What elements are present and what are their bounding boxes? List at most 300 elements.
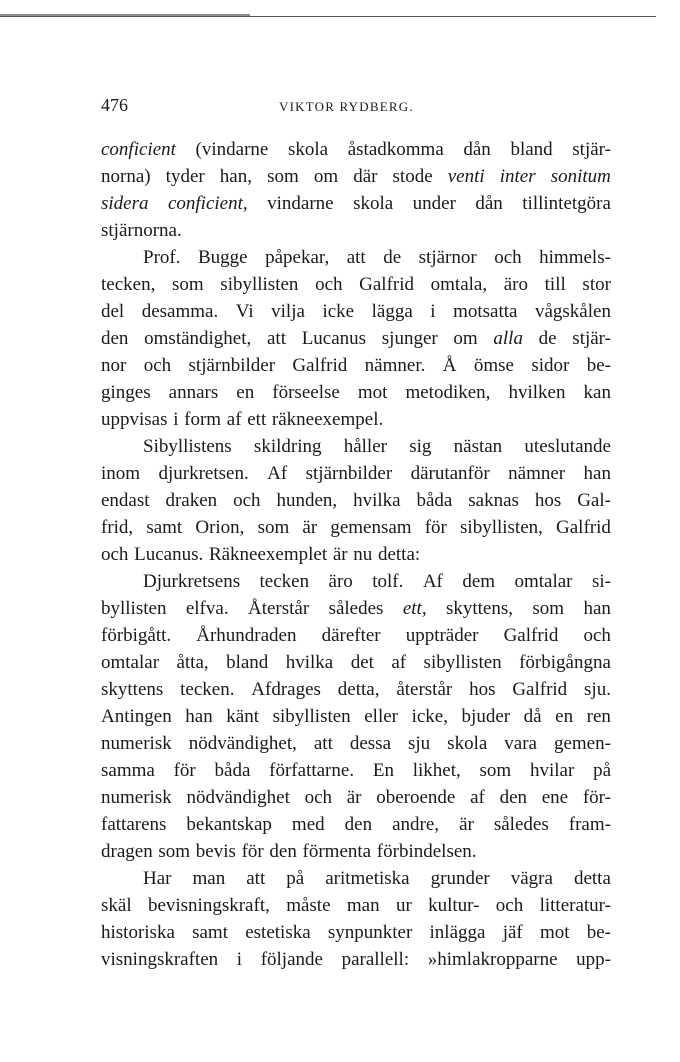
- word: uteslutande: [524, 436, 611, 457]
- word: således: [493, 814, 549, 835]
- word: nämner.: [364, 355, 426, 376]
- word: de: [538, 328, 557, 349]
- italic-word: sonitum: [550, 166, 611, 187]
- word: med: [291, 814, 325, 835]
- word: ren: [586, 706, 611, 727]
- word: saknas: [468, 490, 519, 511]
- word: nor: [101, 355, 127, 376]
- text-line: [101, 919, 611, 946]
- word: den: [269, 841, 297, 862]
- word: som: [257, 517, 290, 538]
- word: metodiken,: [405, 382, 491, 403]
- line-words: [143, 433, 611, 460]
- word: man: [346, 895, 380, 916]
- word: förbigått.: [101, 625, 172, 646]
- line-words: [101, 784, 611, 811]
- word: be-: [586, 355, 611, 376]
- word: inom: [101, 463, 141, 484]
- line-words: [101, 136, 611, 163]
- word: sig: [409, 436, 432, 457]
- word: skola: [287, 139, 329, 160]
- word: historiska: [101, 922, 175, 943]
- word: och: [495, 895, 524, 916]
- word: i: [173, 409, 179, 430]
- word: och: [494, 247, 522, 268]
- text-line: [101, 136, 611, 163]
- word: vindarne: [267, 193, 334, 214]
- word: Galfrid: [359, 274, 415, 295]
- word: stode: [392, 166, 433, 187]
- page-number: 476: [101, 95, 128, 115]
- word: dån: [463, 139, 491, 160]
- word: oberoende: [376, 787, 456, 808]
- word: Af: [422, 571, 443, 592]
- word: tyder: [165, 166, 205, 187]
- word: gemen-: [553, 733, 611, 754]
- word: och: [143, 355, 172, 376]
- word: Vi: [235, 301, 254, 322]
- word: nästan: [453, 436, 503, 457]
- word: Galfrid: [512, 679, 568, 700]
- word: den: [499, 787, 528, 808]
- text-line: [101, 352, 611, 379]
- line-words: [101, 892, 611, 919]
- word: annars: [168, 382, 219, 403]
- word: en: [555, 706, 574, 727]
- word: författarne.: [269, 760, 355, 781]
- word: Galfrid: [556, 517, 611, 538]
- word: af: [226, 409, 242, 430]
- word: himmels-: [539, 247, 611, 268]
- word: Galfrid: [503, 625, 559, 646]
- word: norna): [101, 166, 151, 187]
- word: förseelse: [272, 382, 340, 403]
- word: åstadkomma: [347, 139, 444, 160]
- line-words: [101, 838, 611, 865]
- word: synpunkter: [327, 922, 413, 943]
- word: därutanför: [410, 463, 490, 484]
- word: ett: [247, 409, 267, 430]
- word: skola: [447, 733, 488, 754]
- word: Bugge: [197, 247, 248, 268]
- word: han: [583, 463, 611, 484]
- word: tecken,: [101, 274, 156, 295]
- word: stjärnor: [418, 247, 477, 268]
- word: hos: [534, 490, 562, 511]
- word: då: [523, 706, 542, 727]
- word: byllisten: [101, 598, 167, 619]
- word: andre,: [392, 814, 440, 835]
- word: detta,: [337, 679, 380, 700]
- word: frid,: [101, 517, 134, 538]
- word: Af: [267, 463, 288, 484]
- word: båda: [214, 760, 251, 781]
- word: räkneexempel.: [271, 409, 384, 430]
- word: Antingen: [101, 706, 172, 727]
- word: håller: [343, 436, 387, 457]
- text-line: [101, 838, 611, 865]
- word: ginges: [101, 382, 151, 403]
- word: Lucanus: [301, 328, 367, 349]
- word: eller: [364, 706, 399, 727]
- word: Gal-: [577, 490, 611, 511]
- line-words: [101, 379, 611, 406]
- word: sibyllisten: [220, 274, 299, 295]
- word: Sibyllistens: [143, 436, 232, 457]
- word: bland: [226, 652, 269, 673]
- text-line: [101, 649, 611, 676]
- word: återstår: [396, 679, 453, 700]
- word: åtta,: [176, 652, 209, 673]
- page-header: [101, 95, 611, 117]
- word: af: [470, 787, 485, 808]
- word: om: [453, 328, 478, 349]
- word: på: [593, 760, 611, 781]
- word: som: [267, 166, 299, 187]
- word: omtala,: [430, 274, 488, 295]
- word: uppträder: [405, 625, 479, 646]
- text-line: [101, 703, 611, 730]
- word: måste: [286, 895, 331, 916]
- word: bevisningskraft,: [147, 895, 270, 916]
- word: hvilka: [285, 652, 334, 673]
- word: den: [101, 328, 129, 349]
- word: och: [233, 490, 261, 511]
- line-words: [101, 190, 611, 217]
- word: skildring: [253, 436, 322, 457]
- word: bjuder: [461, 706, 511, 727]
- word: där: [353, 166, 378, 187]
- word: (vindarne: [195, 139, 269, 160]
- word: nödvändighet,: [188, 733, 297, 754]
- word: grunder: [430, 868, 490, 889]
- word: för-: [582, 787, 611, 808]
- word: att: [246, 868, 266, 889]
- word: stjärnbilder: [305, 463, 393, 484]
- text-line: [101, 298, 611, 325]
- line-words: [101, 730, 611, 757]
- text-line: [101, 406, 611, 433]
- word: vara: [504, 733, 537, 754]
- word: af: [391, 652, 407, 673]
- word: omtalar: [101, 652, 160, 673]
- word: nödvändighet: [186, 787, 290, 808]
- word: känt: [226, 706, 259, 727]
- text-line: [101, 460, 611, 487]
- word: omtalar: [514, 571, 573, 592]
- word: skäl: [101, 895, 132, 916]
- italic-word: alla: [493, 328, 523, 349]
- word: upp-: [576, 949, 611, 970]
- word: Djurkretsens: [143, 571, 241, 592]
- line-words: [101, 298, 611, 325]
- word: bland: [510, 139, 553, 160]
- italic-word: conficient: [101, 139, 176, 160]
- word: för: [424, 517, 447, 538]
- word: icke,: [411, 706, 448, 727]
- word: omständighet,: [144, 328, 252, 349]
- italic-word: sidera: [101, 193, 149, 214]
- word: som: [171, 274, 204, 295]
- word: sibyllisten: [423, 652, 502, 673]
- italic-word: conficient,: [167, 193, 248, 214]
- word: samma: [101, 760, 155, 781]
- word: vilja: [271, 301, 305, 322]
- text-line: [101, 730, 611, 757]
- text-line: [101, 757, 611, 784]
- word: visningskraften: [101, 949, 219, 970]
- word: hvilka: [353, 490, 401, 511]
- word: äro: [328, 571, 353, 592]
- word: Lucanus.: [134, 544, 204, 565]
- word: Prof.: [143, 247, 181, 268]
- word: förmenta: [302, 841, 372, 862]
- word: hvilken: [508, 382, 566, 403]
- line-words: [101, 676, 611, 703]
- word: bevis: [195, 841, 236, 862]
- word: ene: [541, 787, 569, 808]
- word: således: [328, 598, 384, 619]
- word: tecken: [259, 571, 310, 592]
- word: detta: [573, 868, 611, 889]
- word: dragen: [101, 841, 153, 862]
- word: dån: [475, 193, 503, 214]
- word: litteratur-: [539, 895, 611, 916]
- word: si-: [591, 571, 611, 592]
- word: detta:: [377, 544, 421, 565]
- word: draken: [165, 490, 218, 511]
- word: be-: [586, 922, 611, 943]
- text-line: [101, 244, 611, 271]
- body-text: [101, 136, 611, 973]
- word: skola: [353, 193, 394, 214]
- word: gemensam: [330, 517, 412, 538]
- text-line: [101, 784, 611, 811]
- line-words: [101, 406, 611, 433]
- word: man: [192, 868, 226, 889]
- word: sidor: [531, 355, 570, 376]
- top-rule: [0, 16, 656, 17]
- word: att: [266, 328, 286, 349]
- word: tecken.: [180, 679, 235, 700]
- word: numerisk: [101, 733, 172, 754]
- word: som: [479, 760, 512, 781]
- word: för: [241, 841, 264, 862]
- text-line: [101, 892, 611, 919]
- word: som: [532, 598, 565, 619]
- line-words: [101, 217, 611, 244]
- text-line: [101, 325, 611, 352]
- word: En: [372, 760, 394, 781]
- text-line: [101, 811, 611, 838]
- word: är: [459, 814, 474, 835]
- word: och: [101, 544, 129, 565]
- text-line: [101, 190, 611, 217]
- word: det: [350, 652, 374, 673]
- word: Orion,: [195, 517, 245, 538]
- word: om: [313, 166, 339, 187]
- word: motsatta: [453, 301, 518, 322]
- word: i: [236, 949, 243, 970]
- word: påpekar,: [265, 247, 330, 268]
- word: hunden,: [276, 490, 338, 511]
- word: inlägga: [429, 922, 486, 943]
- text-line: [101, 487, 611, 514]
- text-line: [101, 514, 611, 541]
- line-words: [101, 622, 611, 649]
- text-line: [101, 541, 611, 568]
- line-words: [101, 460, 611, 487]
- line-words: [143, 568, 611, 595]
- word: del: [101, 301, 125, 322]
- line-words: [101, 352, 611, 379]
- line-words: [101, 541, 611, 568]
- word: sjunger: [381, 328, 438, 349]
- word: likhet,: [412, 760, 461, 781]
- word: fram-: [568, 814, 611, 835]
- word: stjärnorna.: [101, 220, 182, 241]
- word: samt: [192, 922, 228, 943]
- word: förbigångna: [519, 652, 611, 673]
- italic-word: ett,: [402, 598, 427, 619]
- word: därefter: [321, 625, 381, 646]
- word: ur: [395, 895, 412, 916]
- line-words: [101, 325, 611, 352]
- word: han,: [219, 166, 252, 187]
- word: i: [430, 301, 436, 322]
- text-line: [101, 379, 611, 406]
- line-words: [101, 487, 611, 514]
- text-line: [101, 622, 611, 649]
- word: kan: [583, 382, 611, 403]
- text-line: [101, 595, 611, 622]
- word: numerisk: [101, 787, 172, 808]
- word: estetiska: [245, 922, 311, 943]
- word: elfva.: [185, 598, 229, 619]
- word: är: [302, 517, 318, 538]
- word: vägra: [510, 868, 553, 889]
- word: Å: [442, 355, 457, 376]
- word: och: [315, 274, 343, 295]
- word: hos: [469, 679, 496, 700]
- word: Afdrages: [251, 679, 321, 700]
- word: kultur-: [428, 895, 480, 916]
- word: samt: [146, 517, 183, 538]
- word: »himlakropparne: [427, 949, 558, 970]
- text-line: [101, 676, 611, 703]
- word: han: [185, 706, 213, 727]
- word: mot: [539, 922, 570, 943]
- word: är: [332, 544, 348, 565]
- word: Återstår: [247, 598, 310, 619]
- word: bekantskap: [186, 814, 272, 835]
- line-words: [101, 514, 611, 541]
- text-line: [101, 271, 611, 298]
- word: äro: [503, 274, 529, 295]
- word: nu: [353, 544, 373, 565]
- word: endast: [101, 490, 150, 511]
- word: mot: [357, 382, 388, 403]
- word: sju: [408, 733, 431, 754]
- word: förbindelsen.: [376, 841, 477, 862]
- word: båda: [416, 490, 453, 511]
- word: Har: [143, 868, 172, 889]
- word: icke: [322, 301, 355, 322]
- word: form: [184, 409, 222, 430]
- line-words: [101, 649, 611, 676]
- word: stjär-: [572, 328, 611, 349]
- line-words: [101, 163, 611, 190]
- word: Århundraden: [196, 625, 297, 646]
- word: parallell:: [341, 949, 410, 970]
- word: tolf.: [372, 571, 404, 592]
- word: lägga: [371, 301, 413, 322]
- text-line: [101, 433, 611, 460]
- word: den: [344, 814, 373, 835]
- text-line: [101, 217, 611, 244]
- word: sibyllisten,: [460, 517, 543, 538]
- word: desamma.: [141, 301, 219, 322]
- word: följande: [260, 949, 323, 970]
- word: han: [583, 598, 611, 619]
- word: att: [313, 733, 333, 754]
- word: dessa: [349, 733, 392, 754]
- line-words: [143, 865, 611, 892]
- line-words: [101, 703, 611, 730]
- text-line: [101, 568, 611, 595]
- word: att: [346, 247, 366, 268]
- word: jäf: [502, 922, 523, 943]
- word: Galfrid: [292, 355, 348, 376]
- line-words: [101, 919, 611, 946]
- word: sju.: [584, 679, 611, 700]
- word: stor: [582, 274, 611, 295]
- word: de: [383, 247, 402, 268]
- word: skyttens: [101, 679, 164, 700]
- text-line: [101, 946, 611, 973]
- word: djurkretsen.: [158, 463, 249, 484]
- word: och: [304, 787, 333, 808]
- word: och: [583, 625, 611, 646]
- word: på: [286, 868, 305, 889]
- word: en: [236, 382, 255, 403]
- word: hvilar: [529, 760, 575, 781]
- word: under: [412, 193, 456, 214]
- word: vågskålen: [534, 301, 611, 322]
- word: fattarens: [101, 814, 167, 835]
- word: Räkneexemplet: [208, 544, 328, 565]
- line-words: [101, 271, 611, 298]
- word: skyttens,: [445, 598, 513, 619]
- word: uppvisas: [101, 409, 168, 430]
- text-line: [101, 865, 611, 892]
- word: stjärnbilder: [188, 355, 276, 376]
- running-head: VIKTOR RYDBERG.: [279, 99, 414, 114]
- word: som: [158, 841, 191, 862]
- word: sibyllisten: [272, 706, 351, 727]
- line-words: [101, 946, 611, 973]
- italic-word: venti: [447, 166, 485, 187]
- line-words: [101, 811, 611, 838]
- text-line: [101, 163, 611, 190]
- line-words: [101, 757, 611, 784]
- word: stjär-: [572, 139, 611, 160]
- word: ömse: [473, 355, 514, 376]
- word: dem: [462, 571, 496, 592]
- word: är: [346, 787, 362, 808]
- word: aritmetiska: [325, 868, 410, 889]
- word: till: [544, 274, 566, 295]
